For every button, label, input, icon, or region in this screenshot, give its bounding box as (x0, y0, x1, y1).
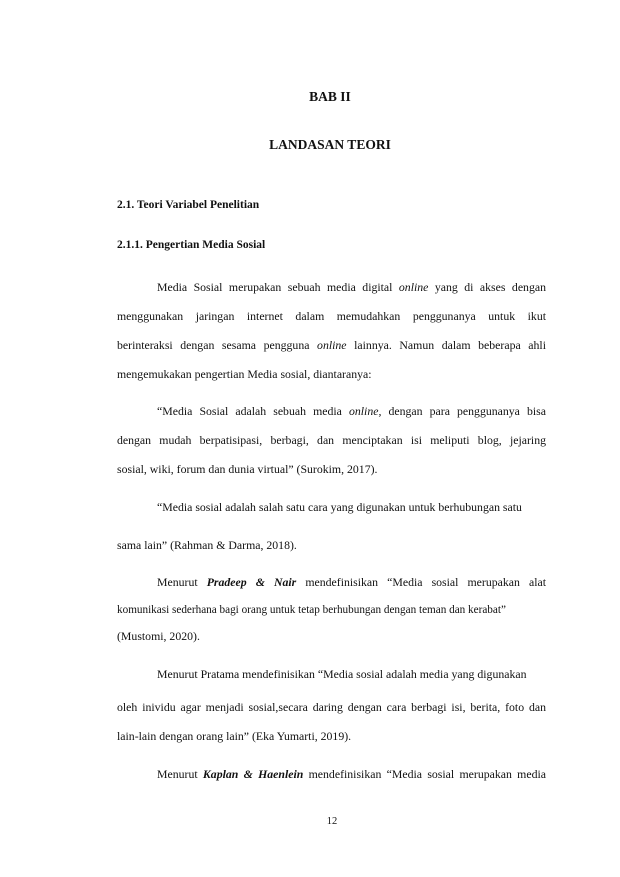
para1-line1: Media Sosial merupakan sebuah media digital online yang di akses dengan (157, 280, 546, 294)
chapter-label: BAB II (309, 89, 351, 104)
quote1-emphasis: online, (348, 404, 382, 418)
quote3-emphasis: Pradeep & Nair (206, 575, 297, 589)
quote2-line2: sama lain” (Rahman & Darma, 2018). (117, 538, 297, 552)
quote1-line3: sosial, wiki, forum dan dunia virtual” (Surokim, 2017). (117, 462, 378, 476)
quote5-emphasis: Kaplan & Haenlein (202, 767, 304, 781)
quote3-line2: komunikasi sederhana bagi orang untuk tetap berhubungan dengan teman dan kerabat” (117, 604, 506, 616)
page-number: 12 (326, 816, 338, 827)
quote4-line1: Menurut Pratama mendefinisikan “Media sosial adalah media yang digunakan (157, 667, 527, 681)
subsection-heading: 2.1.1. Pengertian Media Sosial (117, 239, 266, 251)
para1-line4: mengemukakan pengertian Media sosial, diantaranya: (117, 367, 372, 381)
quote3-line1: Menurut Pradeep & Nair mendefinisikan “Media sosial merupakan alat (157, 575, 547, 589)
quote5-line1: Menurut Kaplan & Haenlein mendefinisikan “Media sosial merupakan media (157, 767, 547, 781)
para1-emphasis: online (398, 280, 429, 294)
quote1-line1: “Media Sosial adalah sebuah media online, dengan para penggunanya bisa (157, 404, 547, 418)
quote3-line3: (Mustomi, 2020). (117, 629, 200, 643)
quote4-line2: oleh inividu agar menjadi sosial,secara daring dengan cara berbagi isi, berita, foto dan (117, 700, 546, 714)
quote2-line1: “Media sosial adalah salah satu cara yang digunakan untuk berhubungan satu (157, 500, 522, 514)
para1-line3: berinteraksi dengan sesama pengguna online lainnya. Namun dalam beberapa ahli (117, 338, 546, 352)
quote4-line3: lain-lain dengan orang lain” (Eka Yumarti, 2019). (117, 729, 352, 743)
quote1-line2: dengan mudah berpatisipasi, berbagi, dan menciptakan isi meliputi blog, jejaring (117, 433, 546, 447)
chapter-title: LANDASAN TEORI (269, 137, 391, 152)
para1-line2: menggunakan jaringan internet dalam memudahkan penggunanya untuk ikut (117, 309, 546, 323)
para1-emphasis-2: online (317, 338, 347, 352)
section-heading: 2.1. Teori Variabel Penelitian (117, 199, 260, 211)
